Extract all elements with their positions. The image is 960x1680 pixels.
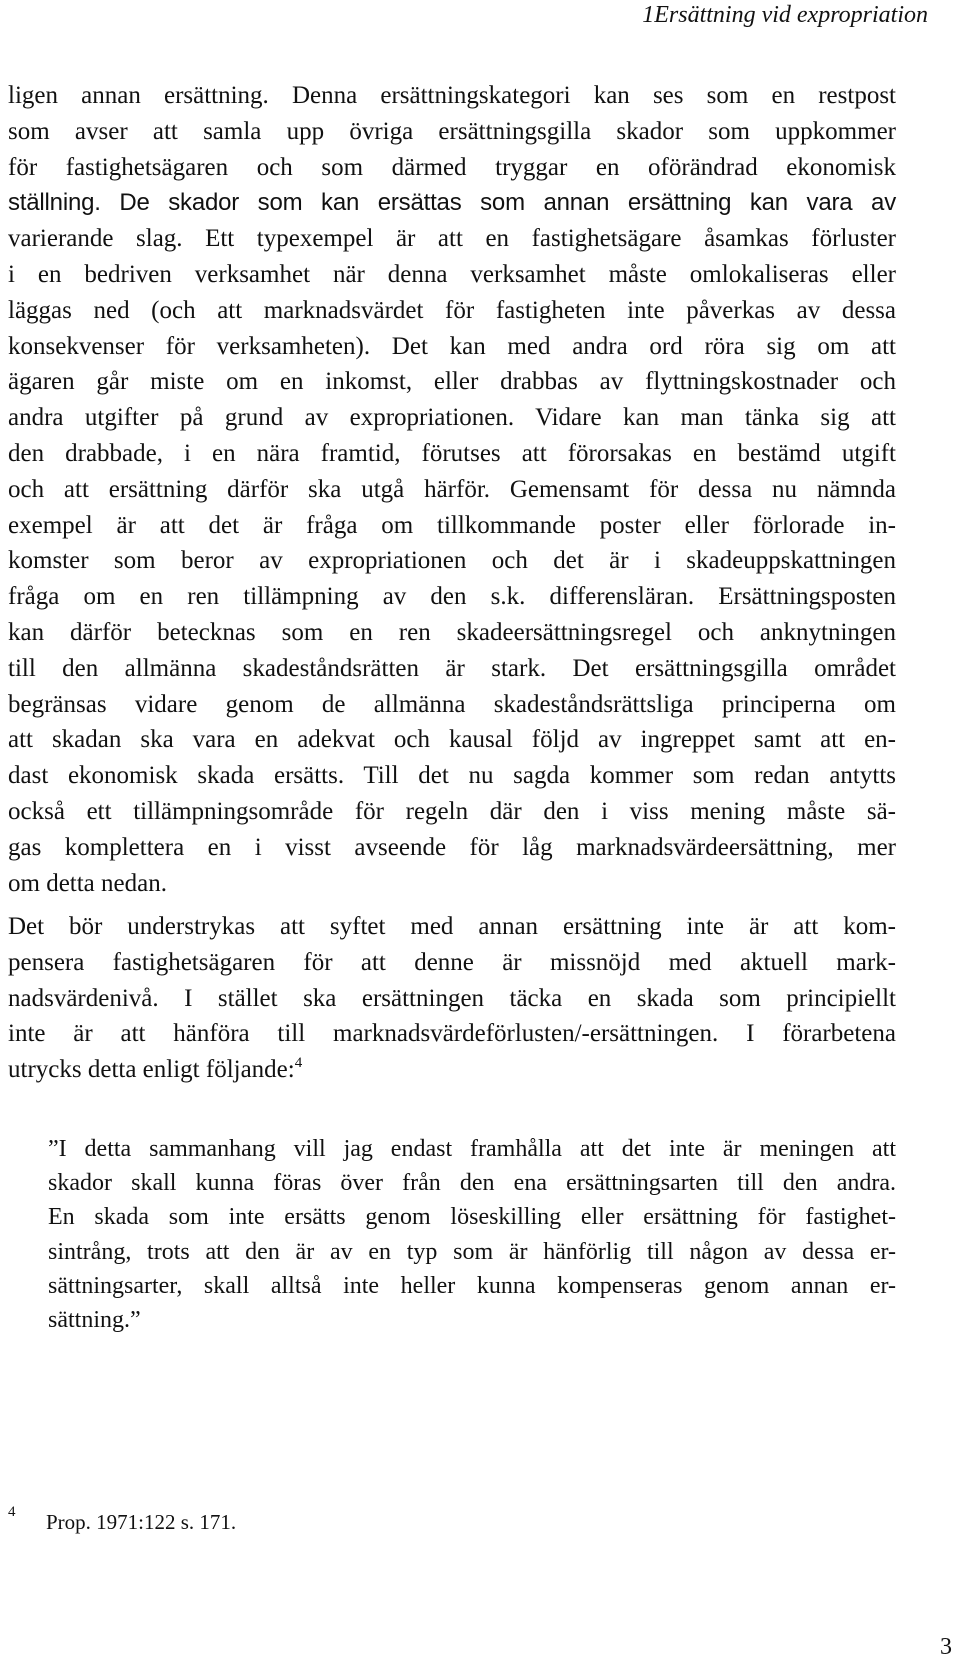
text-line: kan därför betecknas som en ren skadeersättningsregel och anknytningen <box>8 618 896 646</box>
text-line-content: utrycks detta enligt följande: <box>8 1056 295 1084</box>
text-line: också ett tillämpningsområde för regeln där den i viss mening måste sä- <box>8 797 896 825</box>
text-line: i en bedriven verksamhet när denna verksamhet måste omlokaliseras eller <box>8 260 896 288</box>
footnote-reference: 4 <box>294 1055 303 1072</box>
text-line: om detta nedan. <box>8 869 167 897</box>
text-line: konsekvenser för verksamheten). Det kan med andra ord röra sig om att <box>8 332 896 360</box>
text-line: andra utgifter på grund av expropriationen. Vidare kan man tänka sig att <box>8 404 896 432</box>
text-line: exempel är att det är fråga om tillkommande poster eller förlorade in- <box>8 511 896 539</box>
text-line: gas komplettera en i visst avseende för låg marknadsvärdeersättning, mer <box>8 833 896 861</box>
text-line: inte är att hänföra till marknadsvärdeförlusten/-ersättningen. I förarbetena <box>8 1020 896 1048</box>
text-line: ligen annan ersättning. Denna ersättningskategori kan ses som en restpost <box>8 82 896 109</box>
text-line: ägaren går miste om en inkomst, eller drabbas av flyttningskostnader och <box>8 368 896 396</box>
text-line: pensera fastighetsägaren för att denne är missnöjd med aktuell mark- <box>8 948 896 976</box>
body-paragraph-2 <box>8 909 896 1088</box>
running-header: 1Ersättning vid expropriation <box>642 2 928 28</box>
quote-line: ”I detta sammanhang vill jag endast framhålla att det inte är meningen att <box>48 1136 896 1162</box>
quote-line: sintrång, trots att den är av en typ som är hänförlig till någon av dessa er- <box>48 1238 896 1265</box>
quote-line: sättning.” <box>48 1307 141 1334</box>
text-line: fråga om en ren tillämpning av den s.k. differensläran. Ersättningsposten <box>8 583 896 611</box>
text-line: ställning. De skador som kan ersättas som annan ersättning kan vara av <box>8 189 896 217</box>
quote-line: sättningsarter, skall alltså inte heller kunna kompenseras genom annan er- <box>48 1272 896 1299</box>
quote-line: skador skall kunna föras över från den ena ersättningsarten till den andra. <box>48 1170 896 1197</box>
text-line: dast ekonomisk skada ersätts. Till det nu sagda kommer som redan antytts <box>8 762 896 790</box>
text-line: till den allmänna skadeståndsrätten är stark. Det ersättningsgilla området <box>8 654 896 682</box>
text-line: begränsas vidare genom de allmänna skadeståndsrättsliga principerna om <box>8 690 896 718</box>
text-line: läggas ned (och att marknadsvärdet för fastigheten inte påverkas av dessa <box>8 296 896 324</box>
text-line <box>8 1052 896 1088</box>
text-line: och att ersättning därför ska utgå härför. Gemensamt för dessa nu nämnda <box>8 475 896 503</box>
text-line: som avser att samla upp övriga ersättningsgilla skador som uppkommer <box>8 117 896 145</box>
text-line: för fastighetsägaren och som därmed tryggar en oförändrad ekonomisk <box>8 153 896 181</box>
text-line: komster som beror av expropriationen och det är i skadeuppskattningen <box>8 547 896 575</box>
text-line: Det bör understrykas att syftet med annan ersättning inte är att kom- <box>8 913 896 940</box>
footnote-number: 4 <box>8 1504 16 1520</box>
body-paragraph-1 <box>8 78 896 901</box>
page-number: 3 <box>940 1634 952 1660</box>
block-quote <box>48 1132 896 1337</box>
text-line: nadsvärdenivå. I stället ska ersättningen täcka en skada som principiellt <box>8 984 896 1012</box>
footnote-text: Prop. 1971:122 s. 171. <box>46 1510 237 1534</box>
text-line: den drabbade, i en nära framtid, förutses att förorsakas en bestämd utgift <box>8 439 896 467</box>
text-line: varierande slag. Ett typexempel är att en fastighetsägare åsamkas förluster <box>8 225 896 253</box>
quote-line: En skada som inte ersätts genom löseskilling eller ersättning för fastighet- <box>48 1204 896 1231</box>
text-line: att skadan ska vara en adekvat och kausal följd av ingreppet samt att en- <box>8 726 896 754</box>
